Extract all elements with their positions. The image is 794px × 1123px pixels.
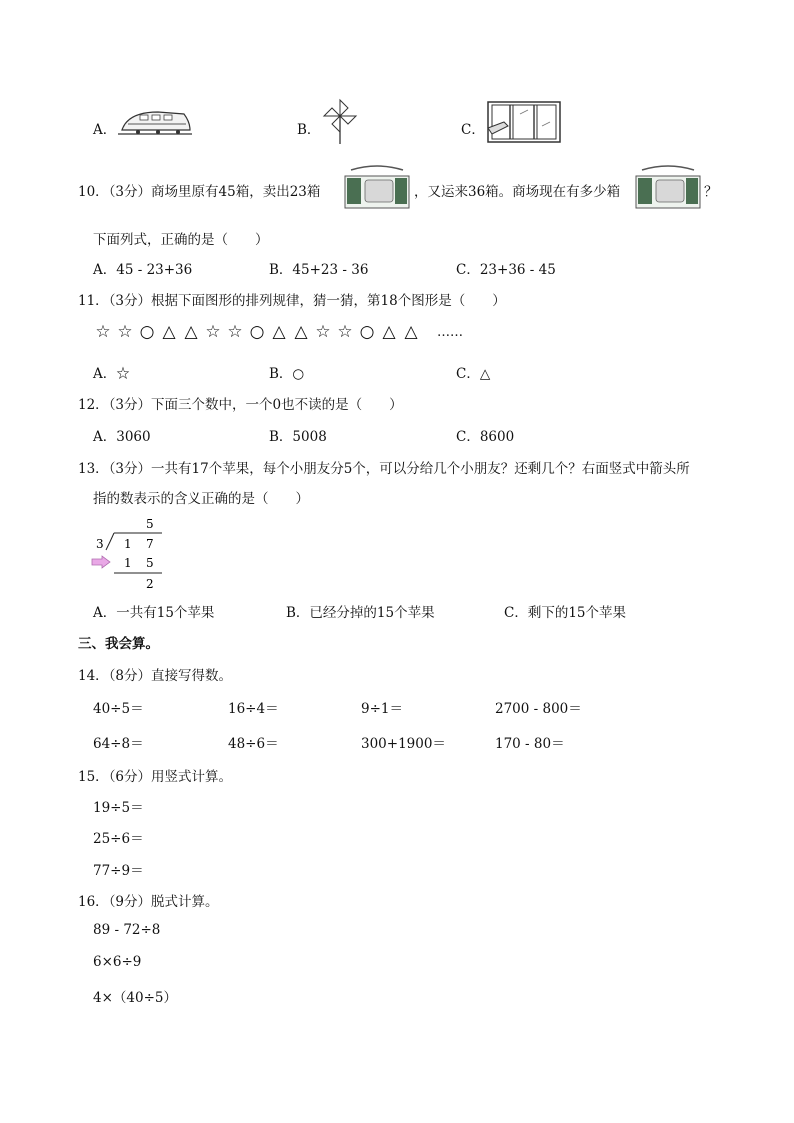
q14-item: 300+1900＝: [361, 736, 446, 752]
q12-option-a[interactable]: A．3060: [93, 429, 151, 445]
q16-item: 6×6÷9: [93, 954, 142, 970]
sequence-shape: ☆: [227, 322, 243, 342]
sequence-shape: ☆: [315, 322, 331, 342]
q9-option-c-label: C．: [461, 122, 485, 138]
q11-shape-sequence: [93, 322, 463, 342]
q13-score: （3分）: [108, 461, 152, 477]
q10-number: 10．: [78, 184, 109, 200]
q14-text: 直接写得数。: [151, 668, 233, 684]
box-of-goods-icon: [341, 164, 413, 212]
q14-score: （8分）: [108, 668, 152, 684]
q14-item: 170 - 80＝: [495, 736, 565, 752]
section-title: 三、我会算。: [78, 636, 159, 652]
q10-text-c: ？: [704, 184, 718, 200]
q10-line1: [78, 180, 320, 200]
q11-score: （3分）: [108, 293, 152, 309]
q15-stem: [78, 765, 232, 785]
sequence-shape: △: [294, 322, 308, 342]
division-quotient: 5: [146, 517, 154, 531]
q10-score: （3分）: [108, 184, 152, 200]
division-remainder: 2: [146, 577, 154, 591]
q16-item: 4×（40÷5）: [93, 990, 177, 1006]
q15-item: 77÷9＝: [93, 863, 144, 879]
q15-item: 19÷5＝: [93, 800, 144, 816]
sliding-window-icon: [486, 100, 562, 144]
q13-number: 13．: [78, 461, 109, 477]
arrow-icon: [92, 556, 110, 568]
q9-option-b-label: B．: [297, 122, 321, 138]
q13-option-c[interactable]: C．剩下的15个苹果: [504, 605, 627, 621]
q14-item: 64÷8＝: [93, 736, 144, 752]
q15-score: （6分）: [108, 769, 152, 785]
q10-text-a: 商场里原有45箱，卖出23箱: [151, 184, 321, 200]
q15-item: 25÷6＝: [93, 831, 144, 847]
q14-number: 14．: [78, 668, 109, 684]
sequence-shape: ☆: [205, 322, 221, 342]
q15-number: 15．: [78, 769, 109, 785]
q16-text: 脱式计算。: [151, 894, 219, 910]
division-divisor: 3: [96, 537, 104, 551]
sequence-ellipsis: ……: [437, 324, 463, 340]
q13-text-line1: 一共有17个苹果，每个小朋友分5个，可以分给几个小朋友？还剩几个？右面竖式中箭头所: [151, 461, 690, 477]
q13-stem-line2: 指的数表示的含义正确的是（ ）: [93, 491, 309, 507]
q10-option-b[interactable]: B．45+23 - 36: [269, 262, 369, 278]
q16-item: 89 - 72÷8: [93, 922, 161, 938]
sequence-shape: △: [382, 322, 396, 342]
sequence-shape: ○: [139, 322, 155, 342]
q13-stem-line1: [78, 457, 690, 477]
q12-score: （3分）: [108, 397, 152, 413]
q10-text-b: ，又运来36箱。商场现在有多少箱: [414, 184, 621, 200]
sequence-shape: ☆: [117, 322, 133, 342]
q11-option-b[interactable]: B．○: [269, 366, 305, 382]
q14-item: 16÷4＝: [228, 701, 279, 717]
q12-text: 下面三个数中，一个0也不读的是（ ）: [151, 397, 403, 413]
q13-option-a[interactable]: A．一共有15个苹果: [93, 605, 215, 621]
q12-number: 12．: [78, 397, 109, 413]
q12-option-c[interactable]: C．8600: [456, 429, 515, 445]
q11-text: 根据下面图形的排列规律，猜一猜，第18个图形是（ ）: [151, 293, 506, 309]
q10-option-c[interactable]: C．23+36 - 45: [456, 262, 556, 278]
q16-stem: [78, 890, 219, 910]
q11-option-c[interactable]: C．△: [456, 366, 491, 382]
sequence-shape: △: [272, 322, 286, 342]
pinwheel-icon: [322, 98, 358, 144]
sequence-shape: ☆: [337, 322, 353, 342]
q14-stem: [78, 664, 232, 684]
q14-item: 2700 - 800＝: [495, 701, 582, 717]
long-division-figure: [90, 512, 170, 592]
sequence-shape: ○: [359, 322, 375, 342]
q14-item: 48÷6＝: [228, 736, 279, 752]
sequence-shape: △: [184, 322, 198, 342]
sequence-shape: △: [162, 322, 176, 342]
train-icon: [118, 104, 192, 138]
division-dividend-ones: 7: [146, 537, 154, 551]
division-dividend-tens: 1: [124, 537, 132, 551]
q12-stem: [78, 393, 403, 413]
division-product-tens: 1: [124, 556, 132, 570]
sequence-shape: ☆: [95, 322, 111, 342]
sequence-shape: △: [404, 322, 418, 342]
q11-number: 11．: [78, 293, 109, 309]
q10-option-a[interactable]: A．45 - 23+36: [93, 262, 193, 278]
q14-item: 40÷5＝: [93, 701, 144, 717]
q10-line2: 下面列式，正确的是（ ）: [93, 232, 269, 248]
q9-option-a-label: A．: [93, 122, 117, 138]
q11-option-a[interactable]: A．☆: [93, 366, 130, 382]
q12-option-b[interactable]: B．5008: [269, 429, 327, 445]
division-product-ones: 5: [146, 556, 154, 570]
q15-text: 用竖式计算。: [151, 769, 233, 785]
q11-stem: [78, 289, 506, 309]
q16-number: 16．: [78, 894, 109, 910]
q13-option-b[interactable]: B．已经分掉的15个苹果: [286, 605, 435, 621]
box-of-goods-icon: [632, 164, 704, 212]
q14-item: 9÷1＝: [361, 701, 403, 717]
q16-score: （9分）: [108, 894, 152, 910]
sequence-shape: ○: [249, 322, 265, 342]
